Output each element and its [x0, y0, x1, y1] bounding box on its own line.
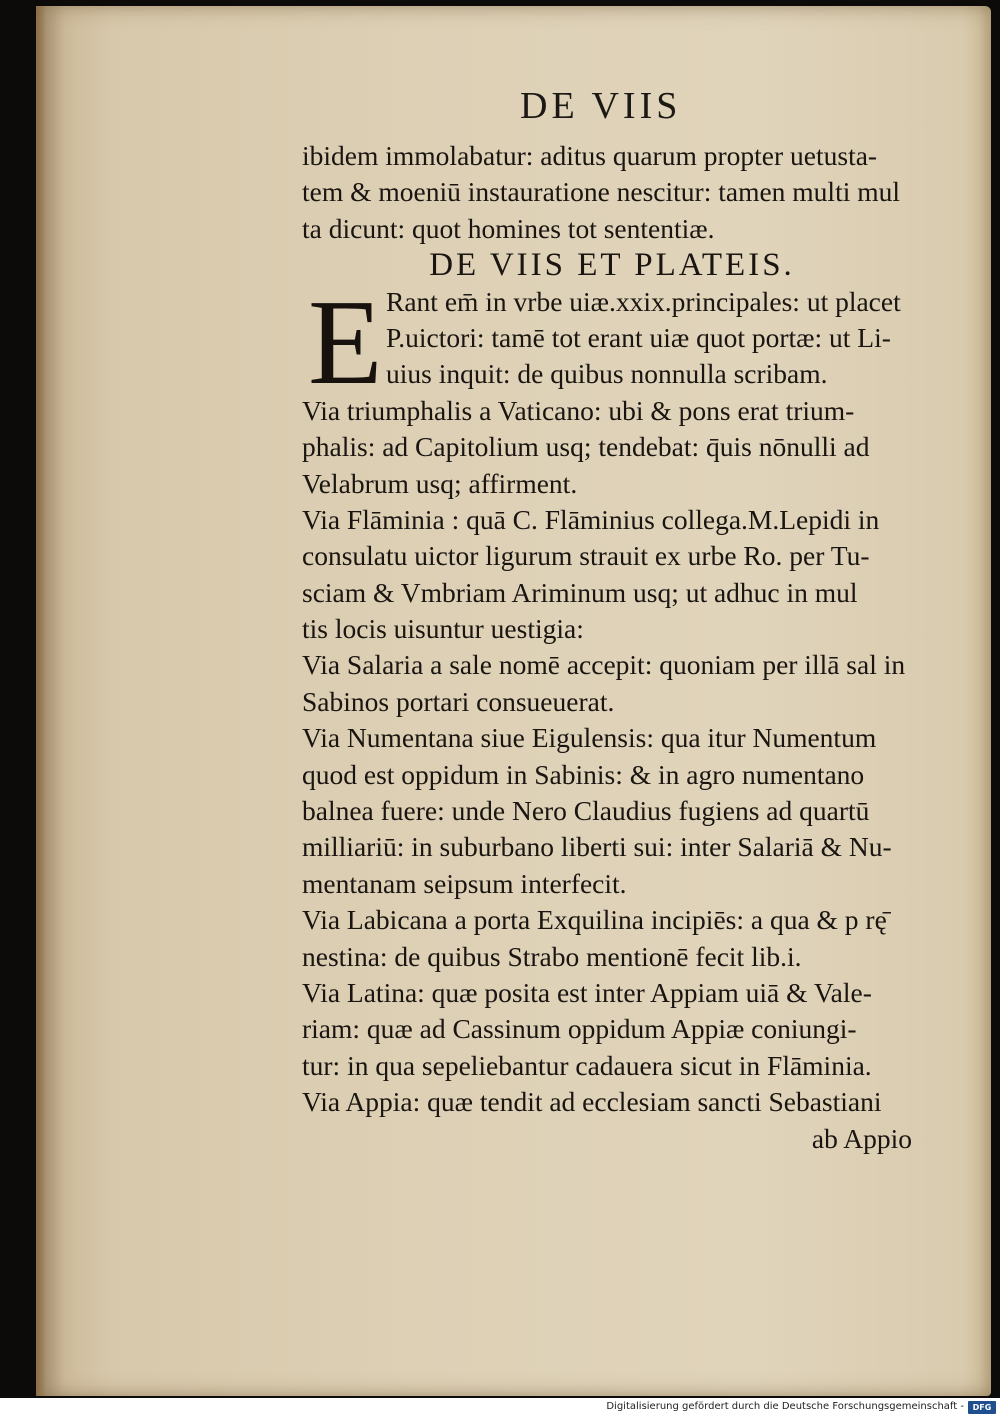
- catchword: ab Appio: [811, 1122, 912, 1154]
- text-line: tem & moeniū instauratione nescitur: tamen multi mul: [302, 176, 901, 208]
- text-block: [302, 138, 922, 1157]
- body-line: balnea fuere: unde Nero Claudius fugiens ad quartū: [302, 795, 870, 827]
- initial-line: Rant em̄ in vrbe uiæ.xxix.principales: ut placet: [386, 285, 901, 317]
- body-line: phalis: ad Capitolium usq; tendebat: q̄uis nōnulli ad: [302, 431, 870, 463]
- body-line: Velabrum usq; affirment.: [302, 467, 578, 499]
- body-line: Via Flāminia : quā C. Flāminius collega.M.Lepidi in: [302, 503, 880, 535]
- body-line: milliariū: in suburbano liberti sui: inter Salariā & Nu-: [302, 831, 892, 863]
- text-line: ibidem immolabatur: aditus quarum propter uetusta-: [302, 140, 878, 171]
- initial-line: uius inquit: de quibus nonnulla scribam.: [386, 358, 828, 390]
- body-line: Via Salaria a sale nomē accepit: quoniam per illā sal in: [302, 649, 906, 681]
- body-line: quod est oppidum in Sabinis: & in agro numentano: [302, 758, 865, 790]
- body-line: Via Latina: quæ posita est inter Appiam uiā & Vale-: [302, 976, 872, 1008]
- decorated-initial: E: [308, 275, 383, 410]
- dfg-logo: DFG: [968, 1401, 996, 1414]
- body-line: mentanam seipsum interfecit.: [302, 867, 627, 899]
- initial-line: P.uictori: tamē tot erant uiæ quot portæ: ut Li-: [386, 321, 891, 353]
- footer-credit: Digitalisierung gefördert durch die Deutsche Forschungsgemeinschaft -: [606, 1401, 964, 1412]
- body-line: sciam & Vmbriam Ariminum usq; ut adhuc in mul: [302, 576, 858, 608]
- body-line: Via triumphalis a Vaticano: ubi & pons erat trium-: [302, 394, 855, 426]
- body-line: tur: in qua sepeliebantur cadauera sicut in Flāminia.: [302, 1049, 872, 1081]
- text-line: ta dicunt: quot homines tot sententiæ.: [302, 212, 715, 244]
- body-line: Via Labicana a porta Exquilina incipiēs: a qua & p rę̄: [302, 904, 887, 936]
- body-line: Sabinos portari consueuerat.: [302, 685, 615, 717]
- body-line: nestina: de quibus Strabo mentionē fecit lib.i.: [302, 940, 802, 972]
- page-binding-shadow: [36, 6, 46, 1396]
- body-line: Via Numentana siue Eigulensis: qua itur Numentum: [302, 722, 877, 754]
- running-head: DE VIIS: [520, 85, 682, 127]
- footer-bar: [0, 1398, 1000, 1418]
- body-line: Via Appia: quæ tendit ad ecclesiam sancti Sebastiani: [302, 1086, 882, 1118]
- body-line: riam: quæ ad Cassinum oppidum Appiæ coniungi-: [302, 1013, 857, 1045]
- section-title: DE VIIS ET PLATEIS.: [429, 247, 795, 284]
- body-line: consulatu uictor ligurum strauit ex urbe Ro. per Tu-: [302, 540, 870, 572]
- body-line: tis locis uisuntur uestigia:: [302, 613, 584, 645]
